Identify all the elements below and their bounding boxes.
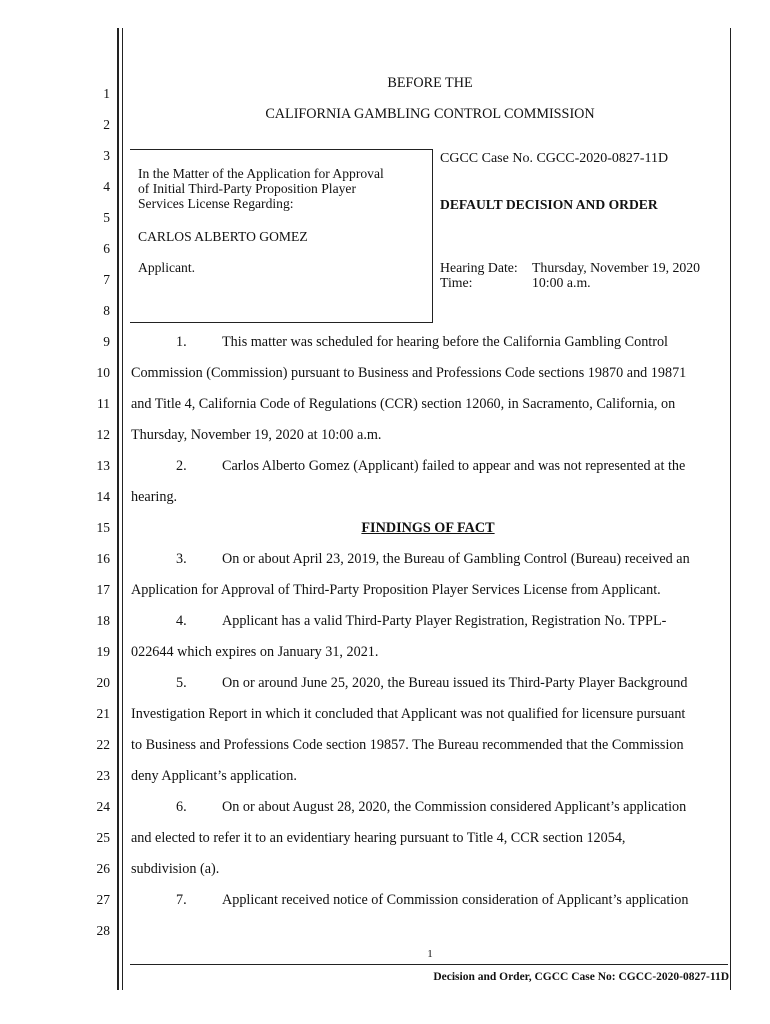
paragraph-number: 5. bbox=[176, 675, 187, 691]
line-number: 5 bbox=[103, 210, 110, 225]
document-title: DEFAULT DECISION AND ORDER bbox=[440, 197, 658, 212]
paragraph-line: Investigation Report in which it concluded that Applicant was not qualified for licensure pursuant bbox=[131, 706, 686, 722]
paragraph-line: On or about April 23, 2019, the Bureau of Gambling Control (Bureau) received an bbox=[222, 551, 690, 567]
line-number: 1 bbox=[103, 86, 110, 101]
paragraph-line: Carlos Alberto Gomez (Applicant) failed to appear and was not represented at the bbox=[222, 458, 686, 474]
paragraph-line: deny Applicant’s application. bbox=[131, 768, 297, 784]
paragraph-line: Commission (Commission) pursuant to Business and Professions Code sections 19870 and 19871 bbox=[131, 365, 687, 381]
line-number: 9 bbox=[103, 334, 110, 349]
findings-of-fact-heading: FINDINGS OF FACT bbox=[361, 520, 495, 536]
paragraph-line: Applicant received notice of Commission consideration of Applicant’s application bbox=[222, 892, 689, 908]
left-margin-rule-inner bbox=[122, 28, 123, 990]
caption-matter-line-2: of Initial Third-Party Proposition Player bbox=[138, 181, 356, 196]
hearing-time-label: Time: bbox=[440, 275, 473, 290]
left-margin-rule-outer bbox=[117, 28, 119, 990]
hearing-date-value: Thursday, November 19, 2020 bbox=[532, 260, 701, 275]
paragraph-line: 022644 which expires on January 31, 2021. bbox=[131, 644, 379, 660]
line-number: 18 bbox=[96, 613, 110, 628]
caption-matter-line-3: Services License Regarding: bbox=[138, 196, 294, 211]
paragraph-line: Application for Approval of Third-Party Proposition Player Services License from Applicant. bbox=[131, 582, 661, 598]
line-number: 2 bbox=[103, 117, 110, 132]
paragraph-number: 4. bbox=[176, 613, 187, 629]
case-number: CGCC Case No. CGCC-2020-0827-11D bbox=[440, 151, 669, 166]
paragraph-line: hearing. bbox=[131, 489, 178, 505]
paragraph-number: 6. bbox=[176, 799, 187, 815]
hearing-time-value: 10:00 a.m. bbox=[532, 275, 591, 290]
line-number: 10 bbox=[96, 365, 110, 380]
line-number: 14 bbox=[96, 489, 110, 504]
header-commission-name: CALIFORNIA GAMBLING CONTROL COMMISSION bbox=[265, 106, 595, 122]
applicant-name: CARLOS ALBERTO GOMEZ bbox=[138, 229, 308, 244]
paragraph-line: Thursday, November 19, 2020 at 10:00 a.m. bbox=[131, 427, 382, 443]
line-number: 15 bbox=[96, 520, 110, 535]
line-number: 13 bbox=[96, 458, 110, 473]
line-number: 19 bbox=[96, 644, 110, 659]
hearing-date-label: Hearing Date: bbox=[440, 260, 518, 275]
footer-caption: Decision and Order, CGCC Case No: CGCC-2020-0827-11D bbox=[433, 971, 729, 983]
paragraph-number: 7. bbox=[176, 892, 187, 908]
line-number: 23 bbox=[96, 768, 110, 783]
line-number: 20 bbox=[96, 675, 110, 690]
page-number: 1 bbox=[427, 948, 433, 960]
line-number: 24 bbox=[96, 799, 110, 814]
line-number: 21 bbox=[96, 706, 110, 721]
line-number: 17 bbox=[96, 582, 110, 597]
paragraph-line: and Title 4, California Code of Regulations (CCR) section 12060, in Sacramento, California, on bbox=[131, 396, 676, 412]
line-number: 8 bbox=[103, 303, 110, 318]
line-number: 25 bbox=[96, 830, 110, 845]
line-number: 22 bbox=[96, 737, 110, 752]
paragraph-number: 2. bbox=[176, 458, 187, 474]
right-margin-rule bbox=[730, 28, 731, 990]
paragraph-number: 1. bbox=[176, 334, 187, 350]
line-number: 26 bbox=[96, 861, 110, 876]
header-before-the: BEFORE THE bbox=[387, 75, 473, 91]
paragraph-number: 3. bbox=[176, 551, 187, 567]
line-number: 11 bbox=[97, 396, 110, 411]
line-number: 12 bbox=[96, 427, 110, 442]
line-number: 16 bbox=[96, 551, 110, 566]
line-number: 7 bbox=[103, 272, 110, 287]
footer-rule bbox=[130, 964, 728, 965]
line-number: 6 bbox=[103, 241, 110, 256]
paragraph-line: Applicant has a valid Third-Party Player Registration, Registration No. TPPL- bbox=[222, 613, 667, 629]
paragraph-line: On or around June 25, 2020, the Bureau issued its Third-Party Player Background bbox=[222, 675, 688, 691]
paragraph-line: subdivision (a). bbox=[131, 861, 220, 877]
paragraph-line: to Business and Professions Code section 19857. The Bureau recommended that the Commission bbox=[131, 737, 684, 753]
paragraph-line: and elected to refer it to an evidentiary hearing pursuant to Title 4, CCR section 12054, bbox=[131, 830, 626, 846]
caption-matter-line-1: In the Matter of the Application for Approval bbox=[138, 166, 384, 181]
line-number: 4 bbox=[103, 179, 110, 194]
applicant-role: Applicant. bbox=[138, 260, 196, 275]
line-number: 3 bbox=[103, 148, 110, 163]
line-number: 27 bbox=[96, 892, 110, 907]
paragraph-line: This matter was scheduled for hearing before the California Gambling Control bbox=[222, 334, 668, 350]
line-number: 28 bbox=[96, 923, 110, 938]
paragraph-line: On or about August 28, 2020, the Commission considered Applicant’s application bbox=[222, 799, 687, 815]
